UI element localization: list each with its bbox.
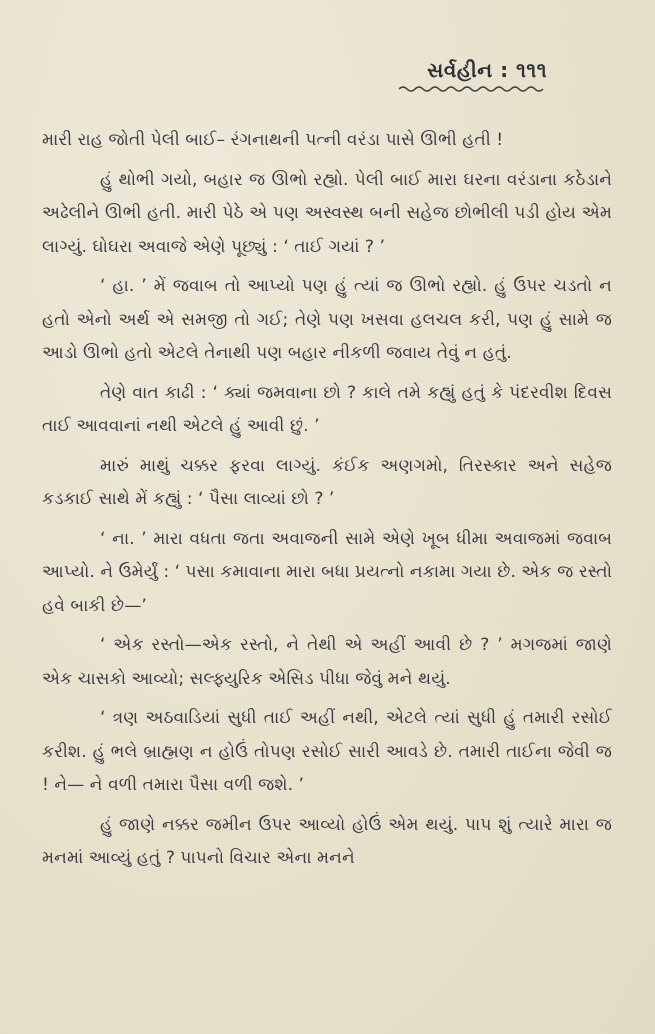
paragraph: હું થોભી ગયો, બહાર જ ઊભો રહ્યો. પેલી બાઈ મારા ઘરના વરંડાના કઠેડાને અઢેલીને ઊભી હતી. મારી પેઠે એ પણ અસ્વસ્થ બની સહેજ છોભીલી પડી હોય એમ લાગ્યું. ઘોઘરા અવાજે એણે પૂછ્યું : ‘ તાઈ ગયાં ? ’: [42, 169, 612, 257]
body-text: [42, 124, 612, 882]
paragraph: મારું માથું ચક્કર ફરવા લાગ્યું. કંઈક અણગમો, તિરસ્કાર અને સહેજ કડકાઈ સાથે મેં કહ્યું : ‘ પૈસા લાવ્યાં છો ? ’: [42, 455, 612, 509]
wavy-underline-icon: [397, 84, 547, 94]
running-head-title: સર્વહીન : ૧૧૧: [427, 58, 547, 82]
paragraph: ‘ ત્રણ અઠવાડિયાં સુધી તાઈ અહીં નથી, એટલે ત્યાં સુધી હું તમારી રસોઈ કરીશ. હું ભલે બ્રાહ્મણ ન હોઉં તોપણ રસોઈ સારી આવડે છે. તમારી તાઈના જેવી જ ! ને— ને વળી તમારા પૈસા વળી જશે. ’: [42, 708, 612, 795]
running-head: [397, 58, 547, 94]
paragraph: ‘ ના. ’ મારા વધતા જતા અવાજની સામે એણે ખૂબ ધીમા અવાજમાં જવાબ આપ્યો. ને ઉમેર્યું : ‘ પસા કમાવાના મારા બધા પ્રયત્નો નકામા ગયા છે. એક જ રસ્તો હવે બાકી છે—’: [42, 528, 612, 616]
paragraph: મારી રાહ જોતી પેલી બાઈ– રંગનાથની પત્ની વરંડા પાસે ઊભી હતી !: [42, 130, 504, 150]
paragraph: તેણે વાત કાઢી : ‘ ક્યાં જમવાના છો ? કાલે તમે કહ્યું હતું કે પંદરવીશ દિવસ તાઈ આવવાનાં નથી એટલે હું આવી છું. ’: [42, 382, 612, 436]
paragraph: હું જાણે નક્કર જમીન ઉપર આવ્યો હોઉં એમ થયું. પાપ શું ત્યારે મારા જ મનમાં આવ્યું હતું ? પાપનો વિચાર એના મનને: [42, 814, 612, 868]
paragraph: ‘ હા. ’ મેં જવાબ તો આપ્યો પણ હું ત્યાં જ ઊભો રહ્યો. હું ઉપર ચડતો ન હતો એનો અર્થ એ સમજી તો ગઈ; તેણે પણ ખસવા હલચલ કરી, પણ હું સામે જ આડો ઊભો હતો એટલે તેનાથી પણ બહાર નીકળી જવાય તેવું ન હતું.: [42, 276, 612, 363]
paragraph: ‘ એક રસ્તો—એક રસ્તો, ને તેથી એ અહીં આવી છે ? ’ મગજમાં જાણે એક ચાસકો આવ્યો; સલ્ફ્યુરિક એસિડ પીધા જેવું મને થયું.: [42, 635, 612, 689]
